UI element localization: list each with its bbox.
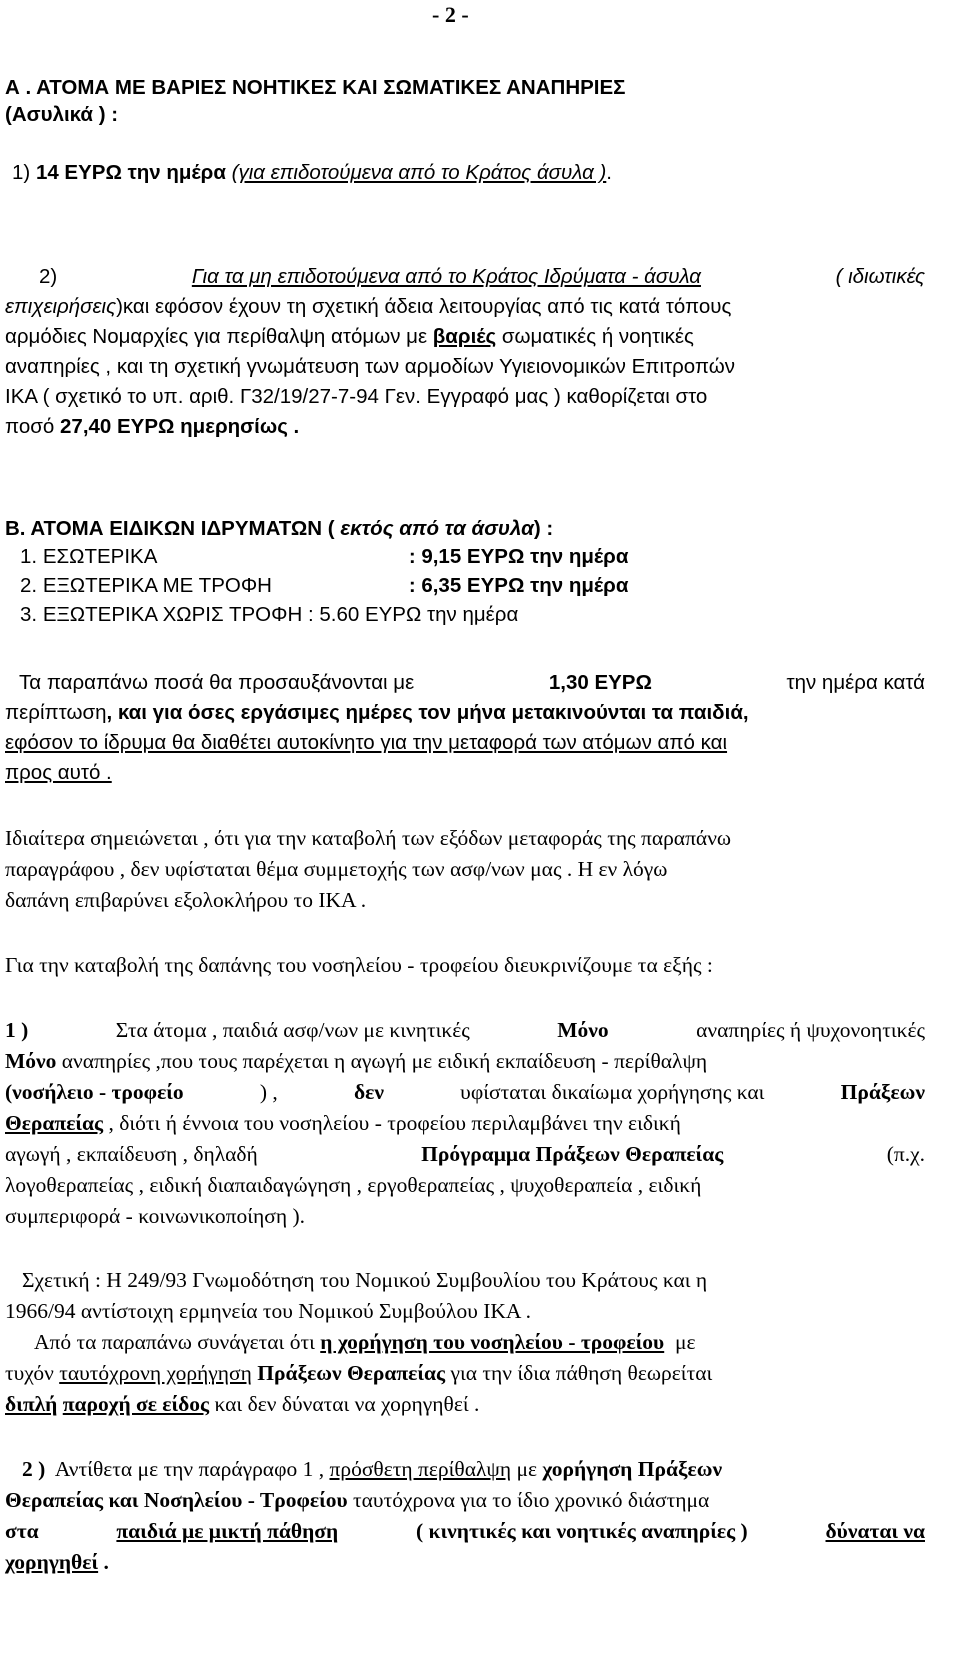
amount: 1,30 ΕΥΡΩ [548, 671, 652, 694]
section-a-item-2-line-3 [5, 324, 694, 350]
item-label: ΕΞΩΤΕΡΙΚΑ ΧΩΡΙΣ ΤΡΟΦΗ : 5.60 ΕΥΡΩ την ημέρα [42, 603, 519, 626]
item-number: 1) [12, 161, 31, 184]
transport-line-3: δαπάνη επιβαρύνει εξολοκλήρου το ΙΚΑ . [5, 888, 367, 912]
text-bold: παιδιά με μικτή πάθηση [116, 1519, 339, 1543]
section-a-item-2-line-5: ΙΚΑ ( σχετικό το υπ. αριθ. Γ32/19/27-7-94 Γεν. Εγγραφό μας ) καθορίζεται στο [5, 385, 708, 408]
section-a-subheading: (Ασυλικά ) : [5, 103, 119, 126]
item-number: 1. [20, 545, 38, 568]
reference-line-1: Σχετική : Η 249/93 Γνωμοδότηση του Νομικού Συμβουλίου του Κράτους και η [22, 1268, 708, 1292]
text-bold: βαριές [432, 325, 497, 348]
period: . [606, 161, 612, 184]
point-2-line-4 [5, 1549, 109, 1575]
text-bold: . [103, 1550, 109, 1574]
point-1-line-2 [5, 1048, 707, 1074]
text-underlined: πρόσθετη περίθαλψη [329, 1457, 512, 1481]
point-1-line-6: λογοθεραπείας , ειδική διαπαιδαγώγηση , εργοθεραπείας , ψυχοθεραπεία , ειδική [5, 1173, 702, 1197]
section-a-item-2-line-1 [5, 264, 925, 290]
text-bold: παροχή σε είδος [62, 1392, 210, 1416]
text: Στα άτομα , παιδιά ασφ/νων με κινητικές [115, 1018, 470, 1042]
text: υφίσταται δικαίωμα χορήγησης και [460, 1080, 765, 1104]
section-a-item-2-line-2 [5, 294, 731, 320]
conclusion-line-1 [34, 1329, 696, 1355]
text-bold: Πρόγραμμα Πράξεων Θεραπείας [421, 1142, 724, 1166]
item-number: 2. [20, 574, 38, 597]
item-note: (για επιδοτούμενα από το Κράτος άσυλα ) [231, 161, 607, 184]
text: περίπτωση [5, 701, 107, 724]
point-2-line-2 [5, 1487, 709, 1513]
daily-amount: 27,40 ΕΥΡΩ ημερησίως . [60, 415, 300, 438]
section-a-item-2-line-4: αναπηρίες , και τη σχετική γνωμάτευση των αρμοδίων Υγιειονομικών Επιτροπών [5, 355, 735, 378]
section-b-item-1 [20, 544, 628, 570]
heading-italic: εκτός από τα άσυλα [340, 517, 534, 540]
text: αρμόδιες Νομαρχίες για περίθαλψη ατόμων με [5, 325, 428, 348]
conclusion-line-3 [5, 1391, 479, 1417]
text: με [516, 1457, 538, 1481]
section-b-heading [5, 516, 553, 542]
daily-amount: 14 ΕΥΡΩ την ημέρα [35, 161, 226, 184]
text: ποσό [5, 415, 55, 438]
text-bold: χορήγηση Πράξεων [542, 1457, 723, 1481]
point-1-line-3 [5, 1079, 925, 1105]
text: αναπηρίες ,που τους παρέχεται η αγωγή με ειδική εκπαίδευση - περίθαλψη [61, 1049, 708, 1073]
increase-line-4: προς αυτό . [5, 761, 112, 784]
text-bold: Θεραπείας [5, 1111, 104, 1135]
text-bold: διπλή [5, 1392, 58, 1416]
point-2-line-1 [22, 1456, 722, 1482]
text-bold: Πράξεων [840, 1080, 925, 1104]
item-value: : 9,15 ΕΥΡΩ την ημέρα [408, 545, 629, 568]
text-bold: χορηγηθεί [5, 1550, 99, 1574]
point-1-line-5 [5, 1141, 925, 1167]
text: )και εφόσον έχουν τη σχετική άδεια λειτουργίας από τις κατά τόπους [116, 295, 732, 318]
item-value: : 6,35 ΕΥΡΩ την ημέρα [408, 574, 629, 597]
item-label: ΕΞΩΤΕΡΙΚΑ ΜΕ ΤΡΟΦΗ [42, 574, 272, 597]
point-1-line-7: συμπεριφορά - κοινωνικοποίηση ). [5, 1204, 305, 1228]
text: ) , [259, 1080, 278, 1104]
text-bold: δεν [354, 1080, 384, 1104]
transport-line-1: Ιδιαίτερα σημειώνεται , ότι για την καταβολή των εξόδων μεταφοράς της παραπάνω [5, 826, 732, 850]
text-bold: Μόνο [557, 1018, 609, 1042]
point-number: 1 ) [5, 1018, 29, 1042]
item-2-paren: ( ιδιωτικές [835, 265, 925, 288]
section-a-item-2-line-6 [5, 414, 299, 440]
text: την ημέρα κατά [786, 671, 925, 694]
text-underlined: ταυτόχρονη χορήγηση [59, 1361, 252, 1385]
increase-line-2 [5, 700, 749, 726]
reference-line-2: 1966/94 αντίστοιχη ερμηνεία του Νομικού Συμβούλου ΙΚΑ . [5, 1299, 532, 1323]
point-2-line-3 [5, 1518, 925, 1544]
text: Τα παραπάνω ποσά θα προσαυξάνονται με [19, 671, 415, 694]
text-bold: , και για όσες εργάσιμες ημέρες τον μήνα μετακινούνται τα παιδιά, [106, 701, 749, 724]
text-italic: επιχειρήσεις [5, 295, 117, 318]
clarify-line: Για την καταβολή της δαπάνης του νοσηλείου - τροφείου διευκρινίζουμε τα εξής : [5, 953, 713, 977]
section-a-heading: Α . ΑΤΟΜΑ ΜΕ ΒΑΡΙΕΣ ΝΟΗΤΙΚΕΣ ΚΑΙ ΣΩΜΑΤΙΚΕΣ ΑΝΑΠΗΡΙΕΣ [5, 76, 626, 99]
text-bold: στα [5, 1519, 39, 1543]
increase-line-3: εφόσον το ίδρυμα θα διαθέτει αυτοκίνητο για την μεταφορά των ατόμων από και [5, 731, 728, 754]
point-1-line-4 [5, 1110, 681, 1136]
text: , διότι ή έννοια του νοσηλείου - τροφείου περιλαμβάνει την ειδική [108, 1111, 681, 1135]
conclusion-line-2 [5, 1360, 712, 1386]
transport-line-2: παραγράφου , δεν υφίσταται θέμα συμμετοχής των ασφ/νων μας . Η εν λόγω [5, 857, 668, 881]
item-label: ΕΣΩΤΕΡΙΚΑ [42, 545, 158, 568]
text-bold: (νοσήλειο - τροφείο [5, 1080, 184, 1104]
heading-text: Β. ΑΤΟΜΑ ΕΙΔΙΚΩΝ ΙΔΡΥΜΑΤΩΝ ( [5, 517, 335, 540]
point-1-line-1 [5, 1017, 925, 1043]
text: αναπηρίες ή ψυχονοητικές [696, 1018, 925, 1042]
text-bold: η χορήγηση του νοσηλείου - τροφείου [320, 1330, 665, 1354]
text: σωματικές ή νοητικές [496, 325, 694, 348]
text: (π.χ. [886, 1142, 925, 1166]
text-bold: Μόνο [5, 1049, 57, 1073]
section-b-item-2 [20, 573, 628, 599]
text: με [674, 1330, 696, 1354]
point-number: 2 ) [22, 1457, 46, 1481]
page-number: - 2 - [432, 2, 469, 27]
item-2-intro: Για τα μη επιδοτούμενα από το Κράτος Ιδρύματα - άσυλα [191, 265, 701, 288]
text-bold: ( κινητικές και νοητικές αναπηρίες ) [416, 1519, 748, 1543]
text-bold: Πράξεων Θεραπείας [257, 1361, 446, 1385]
text: αγωγή , εκπαίδευση , δηλαδή [5, 1142, 258, 1166]
heading-end: ) : [533, 517, 554, 540]
item-number: 2) [39, 265, 58, 288]
text-bold: Θεραπείας και Νοσηλείου - Τροφείου [5, 1488, 348, 1512]
item-number: 3. [20, 603, 38, 626]
section-b-item-3 [20, 602, 518, 628]
text: και δεν δύναται να χορηγηθεί . [214, 1392, 480, 1416]
text: ταυτόχρονα για το ίδιο χρονικό διάστημα [353, 1488, 710, 1512]
text: για την ίδια πάθηση θεωρείται [450, 1361, 713, 1385]
text-bold: δύναται να [825, 1519, 925, 1543]
section-a-item-1 [12, 160, 612, 186]
text: Από τα παραπάνω συνάγεται ότι [34, 1330, 315, 1354]
text: Αντίθετα με την παράγραφο 1 , [54, 1457, 325, 1481]
increase-line-1 [5, 670, 925, 696]
text: τυχόν [5, 1361, 54, 1385]
